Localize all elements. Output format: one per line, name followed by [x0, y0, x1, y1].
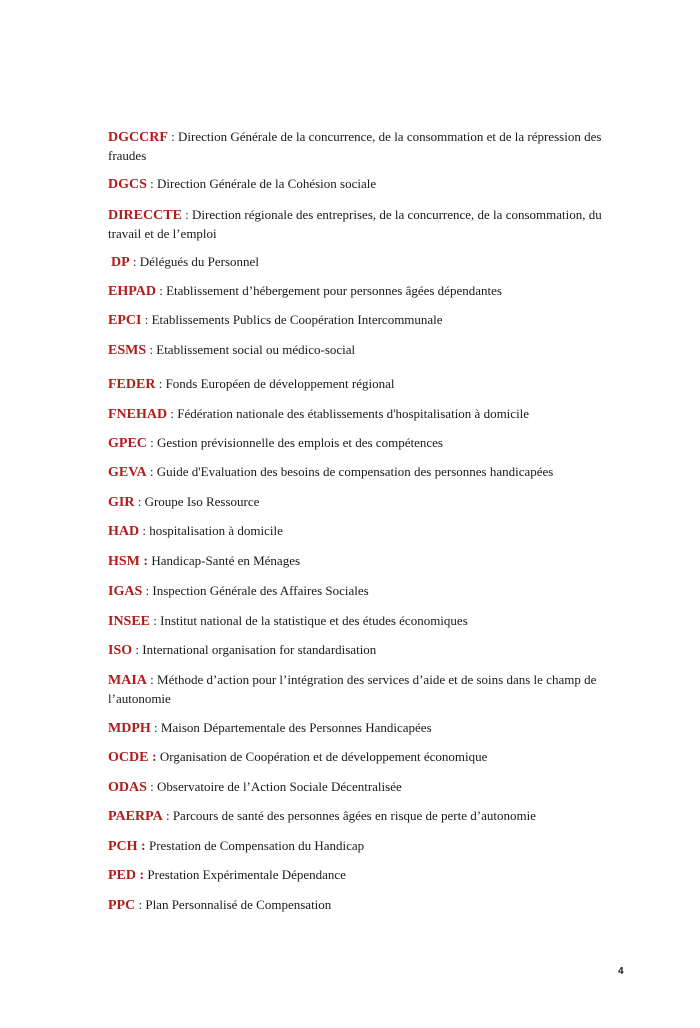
entry-separator: : — [146, 464, 157, 479]
entry-definition: International organisation for standardisation — [142, 642, 377, 657]
entry-definition: Plan Personnalisé de Compensation — [145, 897, 332, 912]
entry-separator: : — [167, 129, 179, 144]
glossary-entry-ehpad — [108, 282, 628, 301]
entry-definition: Groupe Iso Ressource — [144, 494, 260, 509]
entry-separator: : — [146, 342, 157, 357]
entry-separator: : — [167, 406, 178, 421]
entry-separator: : — [155, 376, 166, 391]
entry-definition: Etablissement social ou médico-social — [156, 342, 356, 357]
glossary-entry-gpec — [108, 434, 628, 453]
entry-separator: : — [134, 494, 145, 509]
entry-separator: : — [142, 583, 153, 598]
entry-separator: : — [181, 207, 193, 222]
entry-definition: Etablissement d’hébergement pour personnes âgées dépendantes — [166, 283, 502, 298]
entry-abbreviation: MDPH — [108, 721, 151, 736]
entry-definition: Maison Départementale des Personnes Handicapées — [160, 720, 432, 735]
glossary-entry-insee — [108, 612, 628, 631]
entry-abbreviation: MAIA — [108, 673, 147, 688]
entry-abbreviation: GPEC — [108, 436, 147, 451]
entry-abbreviation: FEDER — [108, 377, 156, 392]
entry-definition: Observatoire de l’Action Sociale Décentralisée — [157, 779, 402, 794]
entry-abbreviation: GEVA — [108, 465, 147, 480]
entry-separator: : — [146, 672, 158, 687]
entry-separator: : — [162, 808, 173, 823]
glossary-entry-feder — [108, 375, 628, 394]
entry-separator: : — [146, 435, 158, 450]
entry-definition: Guide d'Evaluation des besoins de compensation des personnes handicapées — [156, 464, 554, 479]
entry-definition: Fonds Européen de développement régional — [165, 376, 395, 391]
glossary-entry-ocde — [108, 748, 628, 767]
entry-abbreviation: PAERPA — [108, 809, 163, 824]
glossary-entry-geva — [108, 463, 628, 482]
entry-abbreviation: DIRECCTE — [108, 208, 182, 223]
page-number: 4 — [618, 966, 624, 977]
glossary-entry-esms — [108, 341, 628, 360]
entry-definition: Institut national de la statistique et des études économiques — [160, 613, 468, 628]
entry-definition: Direction Générale de la Cohésion sociale — [157, 176, 377, 191]
entry-separator: : — [150, 720, 161, 735]
glossary-entry-pch — [108, 837, 628, 856]
entry-definition: Etablissements Publics de Coopération Intercommunale — [151, 312, 443, 327]
glossary-entry-dgcs — [108, 175, 628, 194]
entry-abbreviation: DGCCRF — [108, 130, 168, 145]
entry-abbreviation: EHPAD — [108, 284, 156, 299]
glossary-entry-direccte — [108, 206, 628, 243]
glossary-entry-had — [108, 522, 628, 541]
entry-definition: Direction régionale des entreprises, de la concurrence, de la consommation, du travail et de l’emploi — [108, 207, 602, 241]
entry-abbreviation: EPCI — [108, 313, 142, 328]
glossary-entry-iso — [108, 641, 628, 660]
glossary-entry-dgccrf — [108, 128, 628, 165]
entry-separator: : — [146, 779, 158, 794]
entry-separator: : — [155, 283, 167, 298]
entry-abbreviation: INSEE — [108, 614, 151, 629]
entry-abbreviation: HSM : — [108, 554, 149, 569]
glossary-entry-ppc — [108, 896, 628, 915]
entry-separator: : — [141, 312, 152, 327]
glossary-entry-odas — [108, 778, 628, 797]
glossary-entry-epci — [108, 311, 628, 330]
entry-definition: Inspection Générale des Affaires Sociales — [152, 583, 369, 598]
entry-separator: : — [150, 613, 161, 628]
entry-abbreviation: GIR — [108, 495, 135, 510]
entry-separator: : — [146, 176, 158, 191]
entry-abbreviation: IGAS — [108, 584, 143, 599]
glossary-entry-fnehad — [108, 405, 628, 424]
entry-abbreviation: PPC — [108, 898, 136, 913]
entry-separator: : — [129, 254, 140, 269]
entry-definition: Direction Générale de la concurrence, de la consommation et de la répression des fraudes — [108, 129, 602, 163]
entry-abbreviation: DGCS — [108, 177, 147, 192]
glossary-entry-gir — [108, 493, 628, 512]
glossary-entry-hsm — [108, 552, 628, 571]
glossary-entry-maia — [108, 671, 608, 708]
entry-definition: Prestation Expérimentale Dépendance — [147, 867, 346, 882]
entry-abbreviation: DP — [111, 255, 130, 270]
entry-abbreviation: PED : — [108, 868, 145, 883]
glossary-entry-mdph — [108, 719, 628, 738]
entry-definition: Gestion prévisionnelle des emplois et des compétences — [157, 435, 443, 450]
entry-abbreviation: PCH : — [108, 839, 146, 854]
entry-abbreviation: ESMS — [108, 343, 147, 358]
entry-definition: hospitalisation à domicile — [149, 523, 283, 538]
glossary-entry-paerpa — [108, 807, 628, 826]
glossary-entry-dp — [111, 253, 631, 272]
glossary-entry-igas — [108, 582, 628, 601]
entry-abbreviation: OCDE : — [108, 750, 157, 765]
entry-definition: Méthode d’action pour l’intégration des services d’aide et de soins dans le champ de l’autonomie — [108, 672, 597, 706]
entry-abbreviation: HAD — [108, 524, 140, 539]
entry-separator: : — [132, 642, 143, 657]
entry-definition: Handicap-Santé en Ménages — [151, 553, 301, 568]
entry-separator: : — [139, 523, 150, 538]
entry-definition: Prestation de Compensation du Handicap — [148, 838, 365, 853]
entry-definition: Organisation de Coopération et de développement économique — [159, 749, 488, 764]
entry-separator: : — [135, 897, 146, 912]
entry-abbreviation: FNEHAD — [108, 407, 168, 422]
entry-abbreviation: ISO — [108, 643, 133, 658]
glossary-entry-ped — [108, 866, 628, 885]
entry-abbreviation: ODAS — [108, 780, 147, 795]
entry-definition: Parcours de santé des personnes âgées en risque de perte d’autonomie — [172, 808, 536, 823]
entry-definition: Fédération nationale des établissements d'hospitalisation à domicile — [177, 406, 530, 421]
entry-definition: Délégués du Personnel — [139, 254, 259, 269]
